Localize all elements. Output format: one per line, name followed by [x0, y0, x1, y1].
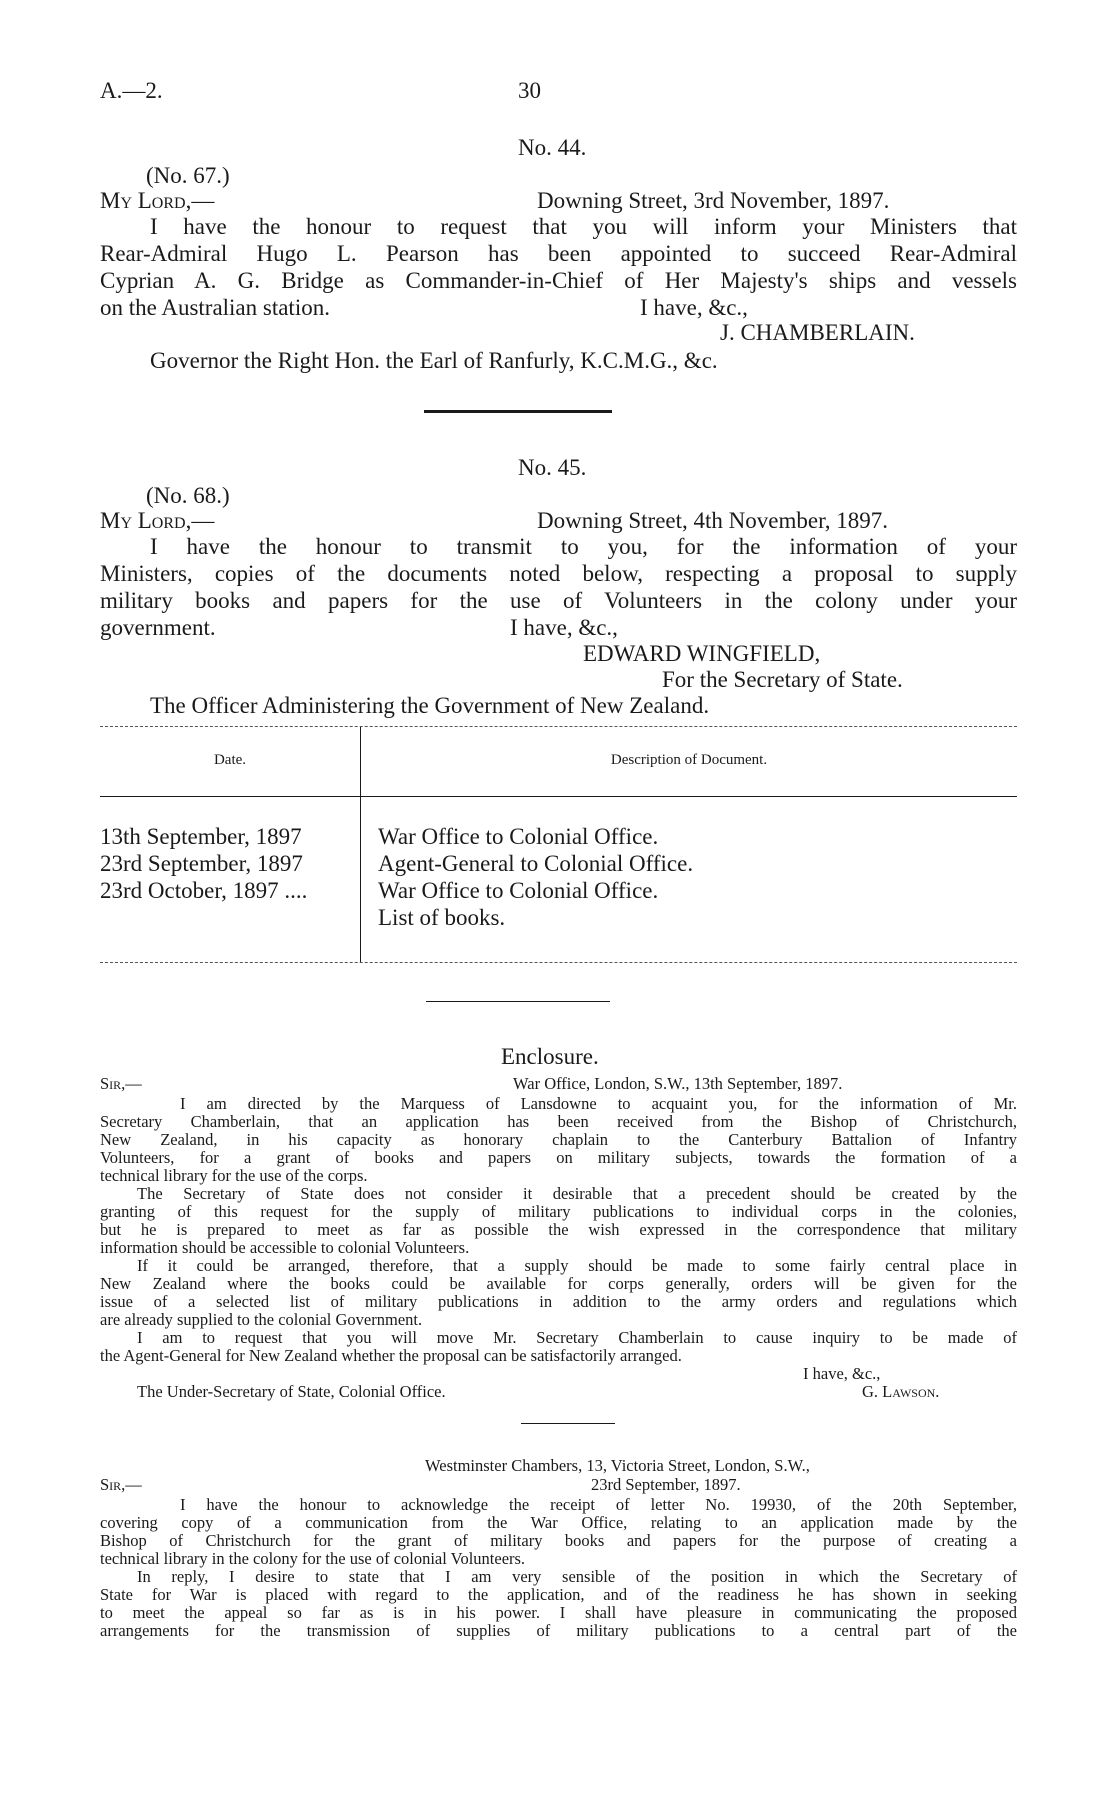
closing: I have, &c.,: [510, 615, 618, 640]
body-line: I have the honour to transmit to you, for the information of your: [150, 534, 1017, 559]
signature: EDWARD WINGFIELD,: [583, 641, 821, 666]
letter-ref: (No. 68.): [146, 483, 230, 508]
letter-ref: (No. 67.): [146, 163, 230, 188]
place-date: Downing Street, 3rd November, 1897.: [537, 188, 890, 213]
body-line: I am directed by the Marquess of Lansdowne to acquaint you, for the information of Mr.: [180, 1094, 1017, 1113]
body-line: information should be accessible to colonial Volunteers.: [100, 1238, 470, 1257]
table-cell-description: List of books.: [378, 905, 506, 930]
salutation: Sir,—: [100, 1475, 142, 1494]
table-bottom-rule: [100, 962, 1017, 963]
enclosure-heading: Enclosure.: [501, 1044, 599, 1069]
closing: I have, &c.,: [640, 295, 748, 320]
body-line: technical library in the colony for the use of colonial Volunteers.: [100, 1549, 526, 1568]
salutation: My Lord,—: [100, 188, 215, 213]
salutation: My Lord,—: [100, 508, 215, 533]
table-cell-date: 23rd September, 1897: [100, 851, 303, 876]
body-line: Ministers, copies of the documents noted below, respecting a proposal to supply: [100, 561, 1017, 586]
body-line: the Agent-General for New Zealand whether the proposal can be satisfactorily arranged.: [100, 1346, 682, 1365]
place-line: Westminster Chambers, 13, Victoria Street, London, S.W.,: [425, 1456, 810, 1475]
body-line: but he is prepared to meet as far as possible the wish expressed in the correspondence that military: [100, 1220, 1017, 1239]
section-divider: [424, 410, 612, 413]
body-line: Rear-Admiral Hugo L. Pearson has been appointed to succeed Rear-Admiral: [100, 241, 1017, 266]
signature: G. Lawson.: [862, 1382, 940, 1401]
body-line: military books and papers for the use of Volunteers in the colony under your: [100, 588, 1017, 613]
addressee: The Under-Secretary of State, Colonial Office.: [137, 1382, 446, 1401]
table-top-rule: [100, 726, 1017, 727]
body-line: In reply, I desire to state that I am very sensible of the position in which the Secretary of: [137, 1567, 1017, 1586]
table-cell-description: War Office to Colonial Office.: [378, 878, 659, 903]
table-header-rule: [100, 796, 1017, 797]
body-line: New Zealand, in his capacity as honorary chaplain to the Canterbury Battalion of Infantry: [100, 1130, 1017, 1149]
body-line: are already supplied to the colonial Government.: [100, 1310, 423, 1329]
body-line: I have the honour to acknowledge the receipt of letter No. 19930, of the 20th September,: [180, 1495, 1017, 1514]
letter-number: No. 45.: [518, 455, 587, 480]
table-cell-description: Agent-General to Colonial Office.: [378, 851, 694, 876]
page-number: 30: [518, 78, 541, 103]
body-line: I am to request that you will move Mr. Secretary Chamberlain to cause inquiry to be made of: [137, 1328, 1017, 1347]
series-reference: A.—2.: [100, 78, 163, 103]
table-header-description: Description of Document.: [610, 752, 768, 768]
addressee: Governor the Right Hon. the Earl of Ranfurly, K.C.M.G., &c.: [150, 348, 718, 373]
body-line: covering copy of a communication from the War Office, relating to an application made by the: [100, 1513, 1017, 1532]
body-line: issue of a selected list of military publications in addition to the army orders and regulations which: [100, 1292, 1017, 1311]
body-line: If it could be arranged, therefore, that a supply should be made to some fairly central place in: [137, 1256, 1017, 1275]
body-line: New Zealand where the books could be available for corps generally, orders will be given for the: [100, 1274, 1017, 1293]
table-cell-date: 23rd October, 1897 ....: [100, 878, 308, 903]
body-line: on the Australian station.: [100, 295, 330, 320]
salutation: Sir,—: [100, 1074, 142, 1093]
body-line: Secretary Chamberlain, that an application has been received from the Bishop of Christchurch,: [100, 1112, 1017, 1131]
place-date: 23rd September, 1897.: [591, 1475, 741, 1494]
place-date: Downing Street, 4th November, 1897.: [537, 508, 889, 533]
body-line: The Secretary of State does not consider it desirable that a precedent should be created by the: [137, 1184, 1017, 1203]
section-divider: [521, 1423, 615, 1424]
table-cell-date: 13th September, 1897: [100, 824, 302, 849]
table-header-date: Date.: [213, 752, 247, 768]
addressee: The Officer Administering the Government of New Zealand.: [150, 693, 710, 718]
section-divider: [426, 1001, 610, 1002]
body-line: granting of this request for the supply of military publications to individual corps in the colonies,: [100, 1202, 1017, 1221]
body-line: to meet the appeal so far as is in his power. I shall have pleasure in communicating the proposed: [100, 1603, 1017, 1622]
body-line: Volunteers, for a grant of books and papers on military subjects, towards the formation of a: [100, 1148, 1017, 1167]
closing: I have, &c.,: [803, 1364, 881, 1383]
body-line: arrangements for the transmission of supplies of military publications to a central part of the: [100, 1621, 1017, 1640]
body-line: Cyprian A. G. Bridge as Commander-in-Chief of Her Majesty's ships and vessels: [100, 268, 1017, 293]
signature: J. CHAMBERLAIN.: [720, 320, 915, 345]
body-line: technical library for the use of the corps.: [100, 1166, 368, 1185]
body-line: I have the honour to request that you will inform your Ministers that: [150, 214, 1017, 239]
table-cell-description: War Office to Colonial Office.: [378, 824, 659, 849]
body-line: State for War is placed with regard to the application, and of the readiness he has shown in seeking: [100, 1585, 1017, 1604]
signature-title: For the Secretary of State.: [662, 667, 903, 692]
letter-number: No. 44.: [518, 135, 587, 160]
body-line: government.: [100, 615, 216, 640]
body-line: Bishop of Christchurch for the grant of military books and papers for the purpose of creating a: [100, 1531, 1017, 1550]
place-date: War Office, London, S.W., 13th September, 1897.: [513, 1074, 843, 1093]
